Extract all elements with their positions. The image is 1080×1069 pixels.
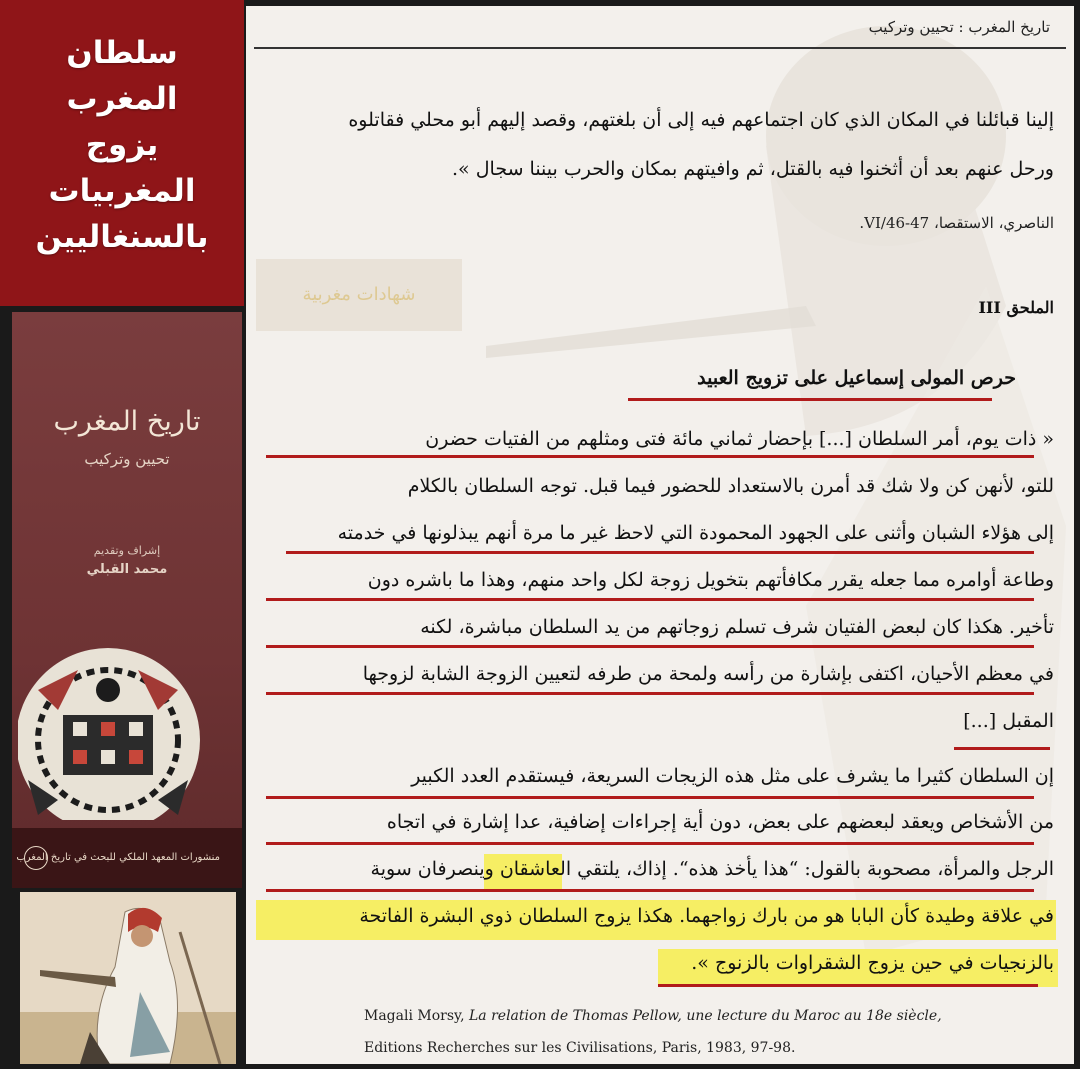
zellige-pattern-image	[18, 630, 236, 820]
para2-line-5: بالزنجيات في حين يزوج الشقراوات بالزنوج ».	[691, 952, 1054, 974]
historic-painting-image	[20, 892, 236, 1064]
header-rule	[254, 47, 1066, 49]
watermark-logo: شهادات مغربية	[256, 259, 462, 331]
underline-para1-line-1	[266, 455, 1034, 458]
headline-line-1: سلطان المغرب	[66, 35, 178, 117]
book-credit-label: إشراف وتقديم	[93, 544, 161, 557]
underline-para1-line-7	[954, 747, 1050, 750]
title-underline	[628, 398, 992, 401]
book-subtitle: تحيين وتركيب	[84, 450, 170, 468]
para1-line-7: المقبل [...]	[963, 710, 1054, 732]
intro-line-2: ورحل عنهم بعد أن أثخنوا فيه بالقتل، ثم وافيتهم بمكان والحرب بيننا سجال ».	[452, 158, 1054, 180]
underline-para1-line-5	[266, 645, 1034, 648]
reference-author: Magali Morsy,	[364, 1008, 465, 1024]
underline-para2-line-1	[266, 796, 1034, 799]
book-page	[246, 6, 1074, 1064]
underline-para2-line-2	[266, 842, 1034, 845]
citation: الناصري، الاستقصا، VI/46-47.	[859, 214, 1054, 232]
headline-line-3: بالسنغاليين	[35, 219, 209, 255]
intro-line-1: إلينا قبائلنا في المكان الذي كان اجتماعهم فيه إلى أن بلغتهم، وقصد إليهم أبو محلي فقاتلوه	[348, 109, 1054, 131]
para1-line-5: تأخير. هكذا كان لبعض الفتيان شرف تسلم زوجاتهم من يد السلطان مباشرة، لكنه	[420, 616, 1054, 638]
reference-publisher: Editions Recherches sur les Civilisations, Paris, 1983, 97-98.	[364, 1040, 796, 1056]
para2-line-2: من الأشخاص ويعقد لبعضهم على بعض، دون أية إجراءات إضافية، عدا إشارة في اتجاه	[386, 811, 1054, 833]
underline-para2-line-5	[658, 984, 1038, 987]
headline-line-2: يزوج المغربيات	[48, 127, 196, 209]
underline-para2-line-3	[266, 889, 1034, 892]
para2-line-4: في علاقة وطيدة كأن البابا هو من بارك زواجهما. هكذا يزوج السلطان ذوي البشرة الفاتحة	[359, 905, 1054, 927]
para1-line-2: للتو، لأنهن كن ولا شك قد أمرن بالاستعداد للحضور فيما قبل. توجه السلطان بالكلام	[407, 475, 1054, 497]
para1-line-6: في معظم الأحيان، اكتفى بإشارة من رأسه ولمحة من طرفه لتعيين الزوجة الشابة لزوجها	[362, 663, 1054, 685]
para1-line-3: إلى هؤلاء الشبان وأثنى على الجهود المحمودة التي لاحظ غير ما مرة أنهم يبذلونها في خدمته	[337, 522, 1054, 544]
running-head: تاريخ المغرب : تحيين وتركيب	[868, 18, 1050, 36]
appendix-label: الملحق III	[978, 298, 1054, 317]
para1-line-1: « ذات يوم، أمر السلطان [...] بإحضار ثماني مائة فتى ومثلهم من الفتيات حضرن	[425, 428, 1054, 450]
section-title: حرص المولى إسماعيل على تزويج العبيد	[697, 367, 1016, 389]
underline-para1-line-6	[266, 692, 1034, 695]
para1-line-4: وطاعة أوامره مما جعله يقرر مكافأتهم بتخويل زوجة لكل واحد منهم، وهذا ما باشره دون	[367, 569, 1054, 591]
book-publisher: منشورات المعهد الملكي للبحث في تاريخ المغرب	[16, 852, 220, 863]
book-credit-name: محمد القبلي	[86, 562, 168, 577]
para2-line-3: الرجل والمرأة، مصحوبة بالقول: “هذا يأخذ هذه“. إذاك، يلتقي العاشقان وينصرفان سوية	[370, 858, 1054, 880]
underline-para1-line-4	[266, 598, 1034, 601]
book-title: تاريخ المغرب	[53, 406, 201, 437]
underline-para1-line-3	[286, 551, 1034, 554]
para2-line-1: إن السلطان كثيرا ما يشرف على مثل هذه الزيجات السريعة، فيستقدم العدد الكبير	[411, 765, 1054, 787]
publisher-logo-icon	[24, 846, 48, 870]
reference-line-1	[364, 1008, 942, 1024]
reference-title: La relation de Thomas Pellow, une lecture du Maroc au 18e siècle,	[469, 1008, 942, 1024]
headline-box	[0, 0, 244, 306]
book-cover	[12, 312, 242, 888]
